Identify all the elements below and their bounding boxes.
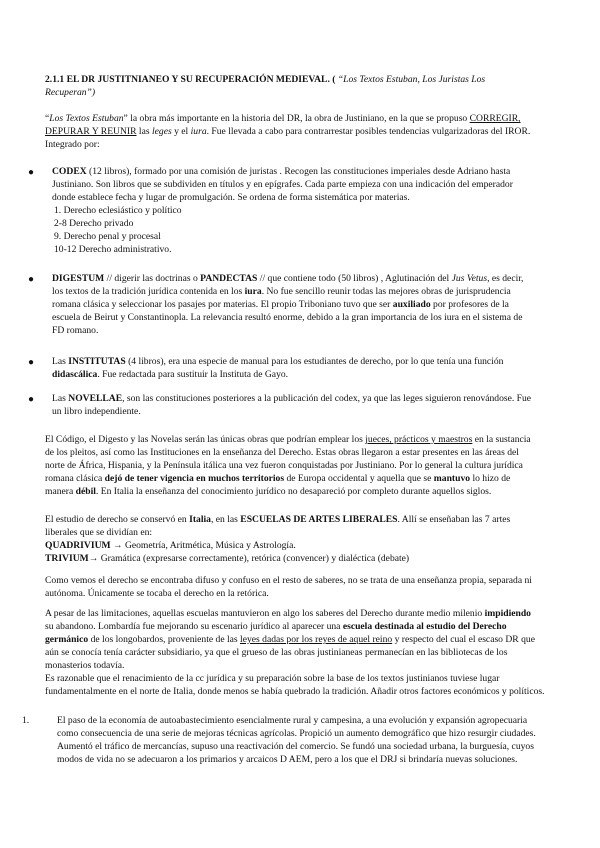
codex-line: donde establece fecha y lugar de promulgación. Se ordena de forma sistemática por materias. [52,192,410,203]
list-item-line: El paso de la economía de autoabastecimiento esencialmente rural y campesina, a una evolución y expansión agropecuaria [57,715,528,726]
bullet-icon: ● [28,167,35,178]
heading-subtitle-cont: Recuperan”) [45,87,96,98]
paragraph-line: TRIVIUM→ Gramática (expresarse correctamente), retórica (convencer) y dialéctica (debate) [45,553,410,564]
intro-line: DEPURAR Y REUNIR las leges y el iura. Fue llevada a cabo para contrarrestar posibles tendencias vulgarizadoras del IROR. [45,126,531,137]
bullet-icon: ● [28,394,35,405]
list-item: 2-8 Derecho privado [54,218,134,229]
digestum-line: DIGESTUM // digerir las doctrinas o PANDECTAS // que contiene todo (50 libros) , Aglutinación del Jus Vetus, es decir, [52,273,524,284]
paragraph-line: de los pleitos, así como las Instituciones en la enseñanza del Derecho. Estas obras llegaron a estar presentes en las áreas del [45,447,519,458]
paragraph-line: fundamentalmente en el norte de Italia, donde menos se había quebrado la tradición. Añadir otros factores económicos y políticos. [45,686,545,697]
paragraph-line: liberales que se dividían en: [45,527,153,538]
paragraph-line: romana clásica dejó de tener vigencia en muchos territorios de Europa occidental y aquella que se mantuvo lo hizo de [45,473,511,484]
bullet-icon: ● [28,274,35,285]
paragraph-line: Como vemos el derecho se encontraba difuso y confuso en el resto de saberes, no se trata de una enseñanza propia, separada ni [45,575,532,586]
list-item: 10-12 Derecho administrativo. [54,244,172,255]
paragraph-line: germánico de los longobardos, proveniente de las leyes dadas por los reyes de aquel reino y respecto del cual el escaso DR que [45,634,535,645]
instituta-line: Las INSTITUTAS (4 libros), era una especie de manual para los estudiantes de derecho, por lo que tenía una función [52,356,504,367]
list-item-line: como consecuencia de una serie de mejoras técnicas agrícolas. Propició un aumento demográfico que hizo resurgir ciudades. [57,728,536,739]
paragraph-line: autónoma. Únicamente se tocaba el derecho en la retórica. [45,588,269,599]
instituta-line: didascálica. Fue redactada para sustituir la Instituta de Gayo. [52,369,289,380]
paragraph-line: su abandono. Lombardía fue mejorando su escenario jurídico al aparecer una escuela destinada al estudio del Derecho [45,621,507,632]
heading-title: 2.1.1 EL DR JUSTITNIANEO Y SU RECUPERACIÓN MEDIEVAL. ( [45,74,338,85]
digestum-line: romana clásica y seleccionar los pasajes por materias. El propio Triboniano tuvo que ser auxiliado por profesores de la [52,299,509,310]
heading-subtitle: “Los Textos Estuban, Los Juristas Los [337,74,486,85]
digestum-line: FD romano. [52,325,99,336]
paragraph-line: norte de África, Hispania, y la Península itálica una vez fueron conquistadas por Justiniano. Por lo general la cultura jurídica [45,460,523,471]
list-item-line: modos de vida no se adecuaron a los primarios y arcaicos D AEM, pero a los que el DRJ si brindaría nuevas soluciones. [57,754,518,765]
paragraph-line: A pesar de las limitaciones, aquellas escuelas mantuvieron en algo los saberes del Derecho durante medio milenio impidiendo [45,608,531,619]
digestum-line: los textos de la tradición jurídica contenida en los iura. No fue sencillo reunir todas las mejores obras de jurisprudencia [52,286,511,297]
intro-line: Integrado por: [45,139,100,150]
novellae-line: Las NOVELLAE, son las constituciones posteriores a la publicación del codex, ya que las leges siguieron renovándose. Fue [52,393,532,404]
list-item: 9. Derecho penal y procesal [54,231,161,242]
paragraph-line: monasterios todavía. [45,660,125,671]
novellae-line: un libro independiente. [52,406,141,417]
codex-line: Justiniano. Son libros que se subdividen en títulos y en epígrafes. Cada parte empieza con una indicación del emperador [52,179,513,190]
codex-line: CODEX (12 libros), formado por una comisión de juristas . Recogen las constituciones imperiales desde Adriano hasta [52,166,511,177]
list-item-line: Aumentó el tráfico de mercancías, supuso una reactivación del comercio. Se fundó una sociedad urbana, la burguesía, cuyos [57,741,534,752]
intro-line: “Los Textos Estuban” la obra más importante en la historia del DR, la obra de Justiniano, en la que se propuso CORREGIR, [45,113,521,124]
list-number: 1. [22,715,30,726]
paragraph-line: aún se conocía tenía carácter subsidiario, ya que el grueso de las obras justinianeas permanecían en las bibliotecas de los [45,647,508,658]
paragraph-line: manera débil. En Italia la enseñanza del conocimiento jurídico no desapareció por completo durante aquellos siglos. [45,486,492,497]
bullet-icon: ● [28,357,35,368]
digestum-line: escuela de Beirut y Constantinopla. La relevancia resultó enorme, debido a la gran importancia de los iura en el sistema de [52,312,523,323]
section-heading [45,73,485,86]
paragraph-line: El Código, el Digesto y las Novelas serán las únicas obras que podrían emplear los jueces, prácticos y maestros en la sustancia [45,434,531,445]
list-item: 1. Derecho eclesiástico y político [54,205,182,216]
intro-emphasis: Los Textos Estuban [49,113,124,124]
paragraph-line: QUADRIVIUM → Geometría, Aritmética, Música y Astrología. [45,540,296,551]
paragraph-line: Es razonable que el renacimiento de la cc jurídica y su preparación sobre la base de los textos justinianos tuviese lugar [45,673,500,684]
intro-underlined: CORREGIR, [469,113,521,124]
paragraph-line: El estudio de derecho se conservó en Italia, en las ESCUELAS DE ARTES LIBERALES. Allí se enseñaban las 7 artes [45,514,511,525]
